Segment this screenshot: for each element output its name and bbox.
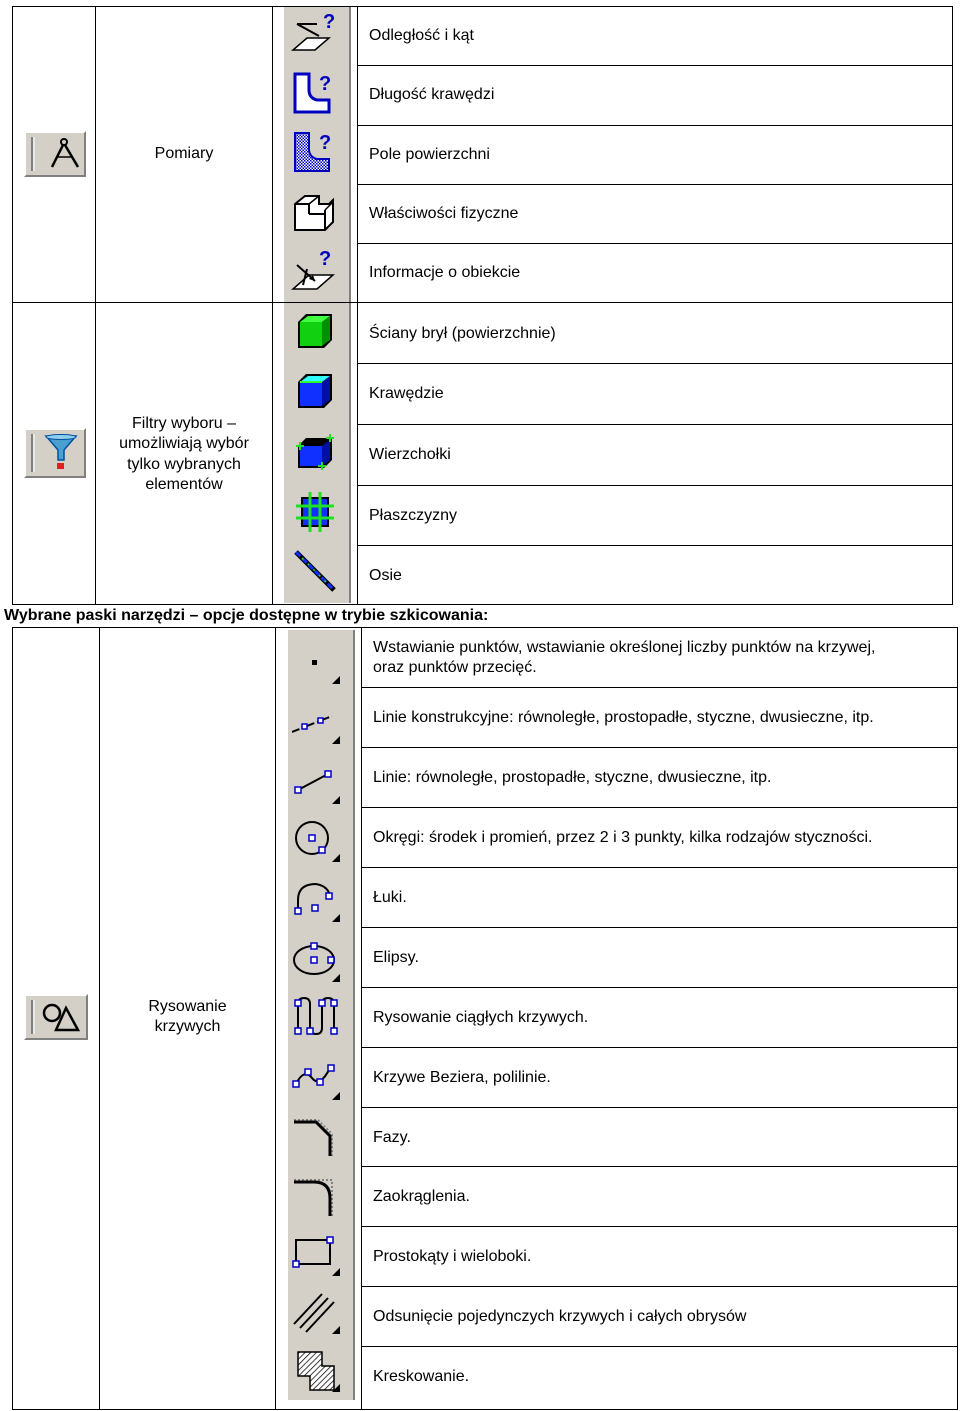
item-label-lines: Linie: równoległe, prostopadłe, styczne, dwusieczne, itp. xyxy=(373,769,772,786)
item-label-axes: Osie xyxy=(369,567,402,584)
continuous-curve-icon[interactable] xyxy=(292,994,342,1040)
item-label-rectangles: Prostokąty i wieloboki. xyxy=(373,1248,532,1265)
item-label-construction-lines: Linie konstrukcyjne: równoległe, prostopadłe, styczne, dwusieczne, itp. xyxy=(373,709,874,726)
measure-compass-icon[interactable] xyxy=(24,131,86,177)
ellipse-icon[interactable] xyxy=(292,938,342,984)
item-label-arcs: Łuki. xyxy=(373,889,407,906)
bezier-polyline-icon[interactable] xyxy=(292,1056,342,1102)
object-info-icon[interactable] xyxy=(289,245,341,297)
surface-area-icon[interactable] xyxy=(289,127,341,177)
item-label-object-info: Informacje o obiekcie xyxy=(369,264,521,281)
filter-funnel-icon[interactable] xyxy=(24,428,86,478)
offset-icon[interactable] xyxy=(292,1290,342,1336)
physical-properties-icon[interactable] xyxy=(289,186,341,236)
svg-text:?: ? xyxy=(319,132,332,154)
svg-text:?: ? xyxy=(323,11,336,33)
axes-icon[interactable] xyxy=(292,548,338,594)
construction-line-icon[interactable] xyxy=(292,700,342,746)
circle-icon[interactable] xyxy=(292,818,342,864)
section-title: Wybrane paski narzędzi – opcje dostępne w trybie szkicowania: xyxy=(4,607,489,624)
svg-text:?: ? xyxy=(319,73,332,95)
edges-cube-icon[interactable] xyxy=(292,370,338,416)
item-label-surface-area: Pole powierzchni xyxy=(369,146,490,163)
item-label-physical-properties: Właściwości fizyczne xyxy=(369,205,519,222)
planes-icon[interactable] xyxy=(292,490,338,536)
item-label-planes: Płaszczyzny xyxy=(369,507,458,524)
solid-faces-icon[interactable] xyxy=(292,310,338,356)
item-label-continuous-curves: Rysowanie ciągłych krzywych. xyxy=(373,1009,589,1026)
item-label-edge-length: Długość krawędzi xyxy=(369,86,495,103)
rectangle-polygon-icon[interactable] xyxy=(292,1232,342,1278)
edge-length-icon[interactable] xyxy=(289,68,341,118)
group-label-measurements: Pomiary xyxy=(154,145,214,162)
item-label-distance-angle: Odległość i kąt xyxy=(369,27,474,44)
item-label-vertices: Wierzchołki xyxy=(369,446,451,463)
distance-angle-icon[interactable] xyxy=(289,10,341,60)
item-label-bezier: Krzywe Beziera, polilinie. xyxy=(373,1069,551,1086)
item-label-edges: Krawędzie xyxy=(369,385,444,402)
hatching-icon[interactable] xyxy=(292,1348,342,1394)
item-label-hatching: Kreskowanie. xyxy=(373,1368,470,1385)
item-label-circles: Okręgi: środek i promień, przez 2 i 3 punkty, kilka rodzajów styczności. xyxy=(373,829,873,846)
item-label-fillets: Zaokrąglenia. xyxy=(373,1188,470,1205)
item-label-chamfers: Fazy. xyxy=(373,1129,411,1146)
chamfer-icon[interactable] xyxy=(292,1112,342,1158)
point-icon[interactable] xyxy=(292,640,342,686)
item-label-points: Wstawianie punktów, wstawianie określonej liczby punktów na krzywej, oraz punktów przecięć. xyxy=(373,639,876,676)
line-icon[interactable] xyxy=(292,760,342,806)
fillet-icon[interactable] xyxy=(292,1172,342,1218)
item-label-ellipses: Elipsy. xyxy=(373,949,419,966)
item-label-offset: Odsunięcie pojedynczych krzywych i całych obrysów xyxy=(373,1308,747,1325)
svg-text:?: ? xyxy=(319,248,332,270)
vertices-icon[interactable] xyxy=(292,430,338,476)
draw-curves-icon[interactable] xyxy=(24,994,88,1040)
arc-icon[interactable] xyxy=(292,878,342,924)
item-label-solid-faces: Ściany brył (powierzchnie) xyxy=(369,325,556,342)
